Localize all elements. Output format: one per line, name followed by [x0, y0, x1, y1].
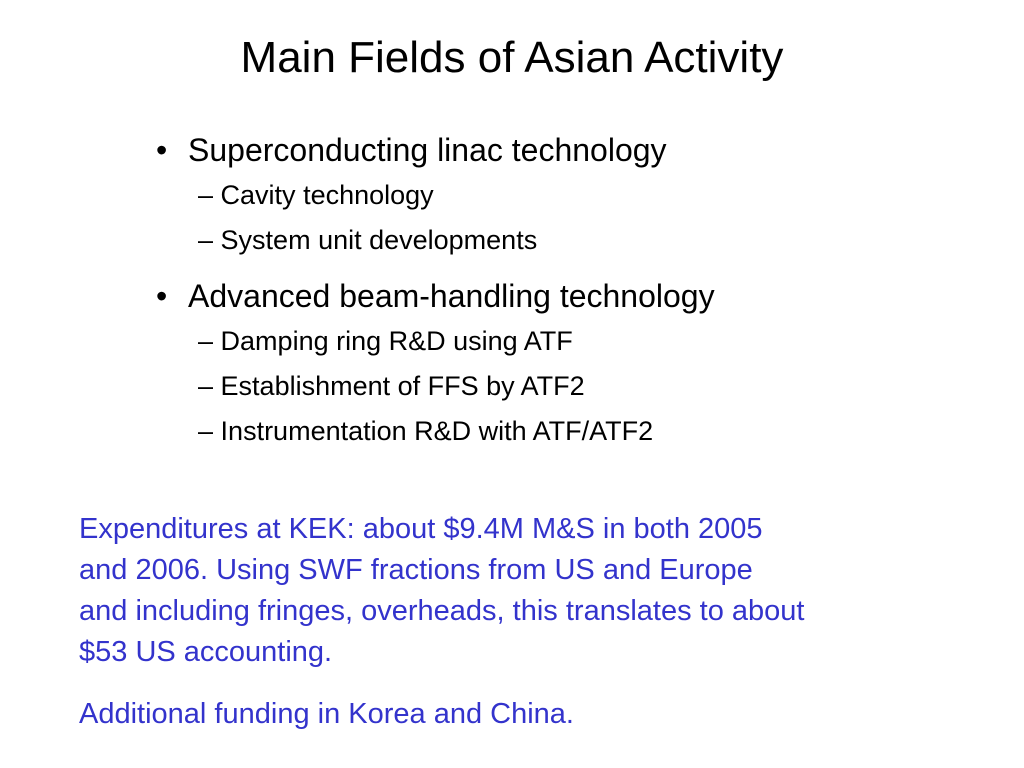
sub-bullet-label: Instrumentation R&D with ATF/ATF2 — [220, 416, 654, 446]
sub-marker: – — [198, 416, 214, 446]
bullet-label: Advanced beam-handling technology — [188, 278, 715, 314]
sub-bullet-item — [152, 319, 952, 364]
additional-funding-note: Additional funding in Korea and China. — [79, 698, 574, 730]
sub-bullet-item — [152, 409, 952, 454]
sub-bullet-label: Damping ring R&D using ATF — [220, 326, 573, 356]
sub-bullet-item — [152, 173, 952, 218]
slide-title: Main Fields of Asian Activity — [240, 33, 784, 82]
bullet-marker: • — [156, 278, 168, 314]
bullet-label: Superconducting linac technology — [188, 132, 667, 168]
sub-marker: – — [198, 225, 214, 255]
bullet-list — [152, 127, 952, 454]
expenditure-note: Expenditures at KEK: about $9.4M M&S in both 2005 and 2006. Using SWF fractions from US and Europe and including fringes, overheads, this translates to about $53 US accounting. — [79, 513, 805, 668]
bullet-item — [152, 273, 952, 319]
sub-marker: – — [198, 371, 214, 401]
sub-bullet-item — [152, 218, 952, 263]
sub-bullet-label: Establishment of FFS by ATF2 — [220, 371, 585, 401]
sub-marker: – — [198, 326, 214, 356]
sub-bullet-list — [152, 173, 952, 263]
sub-bullet-label: System unit developments — [220, 225, 538, 255]
sub-marker: – — [198, 180, 214, 210]
bullet-item — [152, 127, 952, 173]
sub-bullet-list — [152, 319, 952, 454]
bullet-marker: • — [156, 132, 168, 168]
sub-bullet-label: Cavity technology — [220, 180, 434, 210]
sub-bullet-item — [152, 364, 952, 409]
